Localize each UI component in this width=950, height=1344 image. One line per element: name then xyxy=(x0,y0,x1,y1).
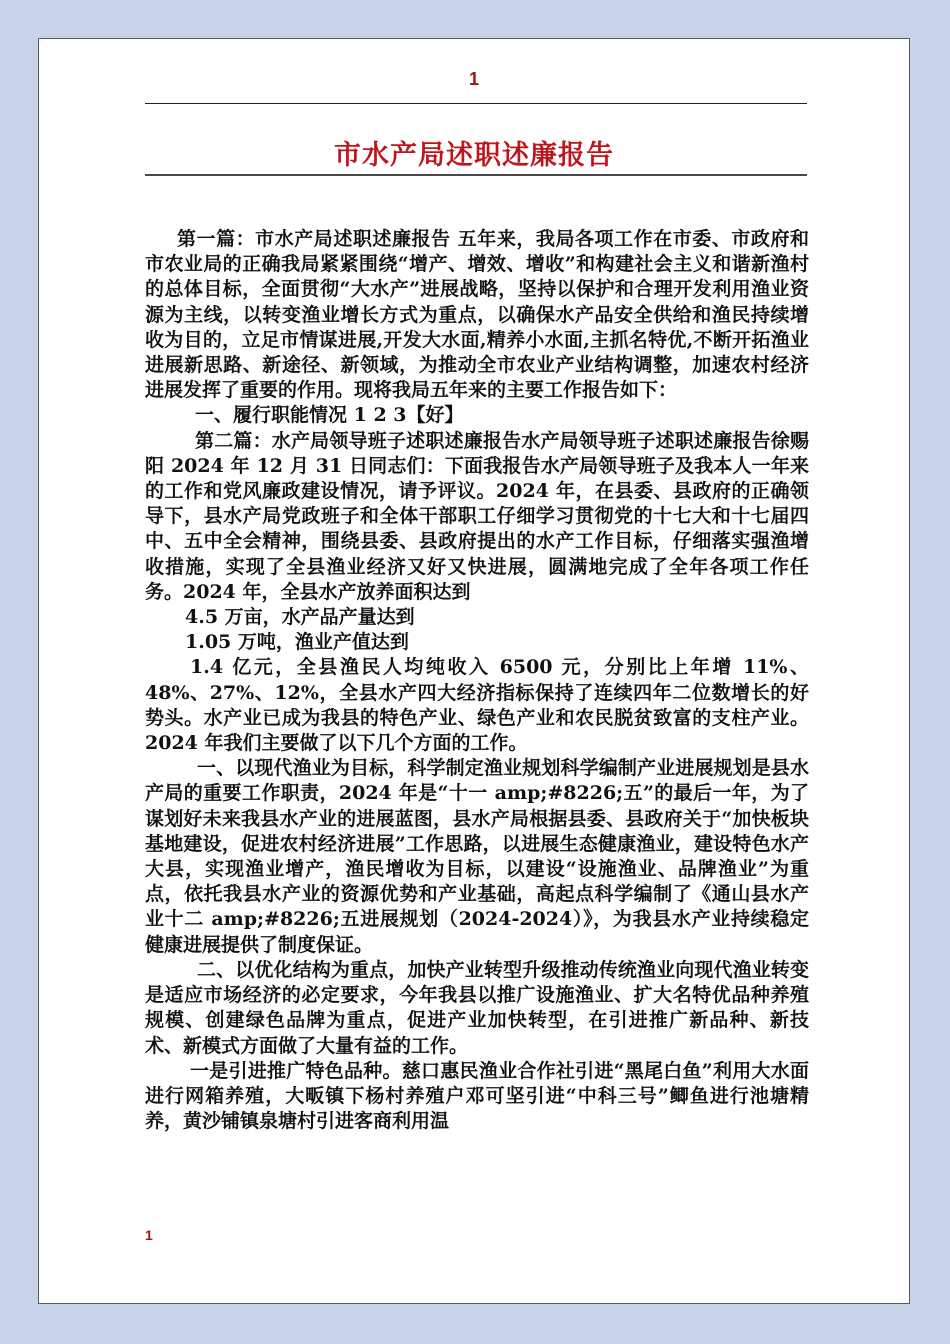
document-title: 市水产局述职述廉报告 xyxy=(334,140,614,171)
header-rule xyxy=(145,103,807,104)
paragraph-8: 二、以优化结构为重点，加快产业转型升级推动传统渔业向现代渔业转变是适应市场经济的必定要求，今年我县以推广设施渔业、扩大名特优品种养殖规模、创建绿色品牌为重点，促进产业加快转型，在引进推广新品种、新技术、新模式方面做了大量有益的工作。 xyxy=(145,958,809,1057)
paragraph-2: 一、履行职能情况 1 2 3【好】 xyxy=(195,404,464,427)
header-page-number: 1 xyxy=(468,69,479,89)
paragraph-4: 4.5 万亩，水产品产量达到 xyxy=(185,606,415,629)
footer-page-number: 1 xyxy=(145,1227,153,1243)
paragraph-7: 一、以现代渔业为目标，科学制定渔业规划科学编制产业进展规划是县水产局的重要工作职责，2024 年是“十一 amp;#8226;五”的最后一年，为了谋划好未来我县水产业的进展蓝图，县水产局根据县委、县政府关于“加快板块基地建设，促进农村经济进展”工作思路，以进展生态健康渔业，建设特色水产大县，实现渔业增产，渔民增收为目标，以建设“设施渔业、品牌渔业”为重点，依托我县水产业的资源优势和产业基础，高起点科学编制了《通山县水产业十二 amp;#8226;五进展规划（2024-2024）》，为我县水产业持续稳定健康进展提供了制度保证。 xyxy=(145,757,809,956)
paragraph-5: 1.05 万吨，渔业产值达到 xyxy=(185,631,409,654)
document-body xyxy=(145,227,809,1134)
document-page xyxy=(38,38,910,1304)
paragraph-1: 第一篇：市水产局述职述廉报告 五年来，我局各项工作在市委、市政府和市农业局的正确我局紧紧围绕“增产、增效、增收”和构建社会主义和谐新渔村的总体目标，全面贯彻“大水产”进展战略，坚持以保护和合理开发利用渔业资源为主线，以转变渔业增长方式为重点，以确保水产品安全供给和渔民持续增收为目的，立足市情谋进展,开发大水面,精养小水面,主抓名特优,不断开拓渔业进展新思路、新途径、新领域，为推动全市农业产业结构调整，加速农村经济进展发挥了重要的作用。现将我局五年来的主要工作报告如下： xyxy=(145,228,809,402)
paragraph-9: 一是引进推广特色品种。慈口惠民渔业合作社引进“黑尾白鱼”利用大水面进行网箱养殖，大畈镇下杨村养殖户邓可坚引进“中科三号”鲫鱼进行池塘精养，黄沙铺镇泉塘村引进客商利用温 xyxy=(145,1059,809,1133)
paragraph-6: 1.4 亿元，全县渔民人均纯收入 6500 元，分别比上年增 11%、48%、27%、12%，全县水产四大经济指标保持了连续四年二位数增长的好势头。水产业已成为我县的特色产业、绿色产业和农民脱贫致富的支柱产业。2024 年我们主要做了以下几个方面的工作。 xyxy=(145,656,809,755)
title-rule xyxy=(145,174,807,176)
paragraph-3: 第二篇：水产局领导班子述职述廉报告水产局领导班子述职述廉报告徐赐 阳 2024 年 12 月 31 日同志们：下面我报告水产局领导班子及我本人一年来的工作和党风廉政建设情况，请予评议。2024 年，在县委、县政府的正确领导下，县水产局党政班子和全体干部职工仔细学习贯彻党的十七大和十七届四中、五中全会精神，围绕县委、县政府提出的水产工作目标，仔细落实强渔增收措施，实现了全县渔业经济又好又快进展，圆满地完成了全年各项工作任务。2024 年，全县水产放养面积达到 xyxy=(145,429,809,603)
